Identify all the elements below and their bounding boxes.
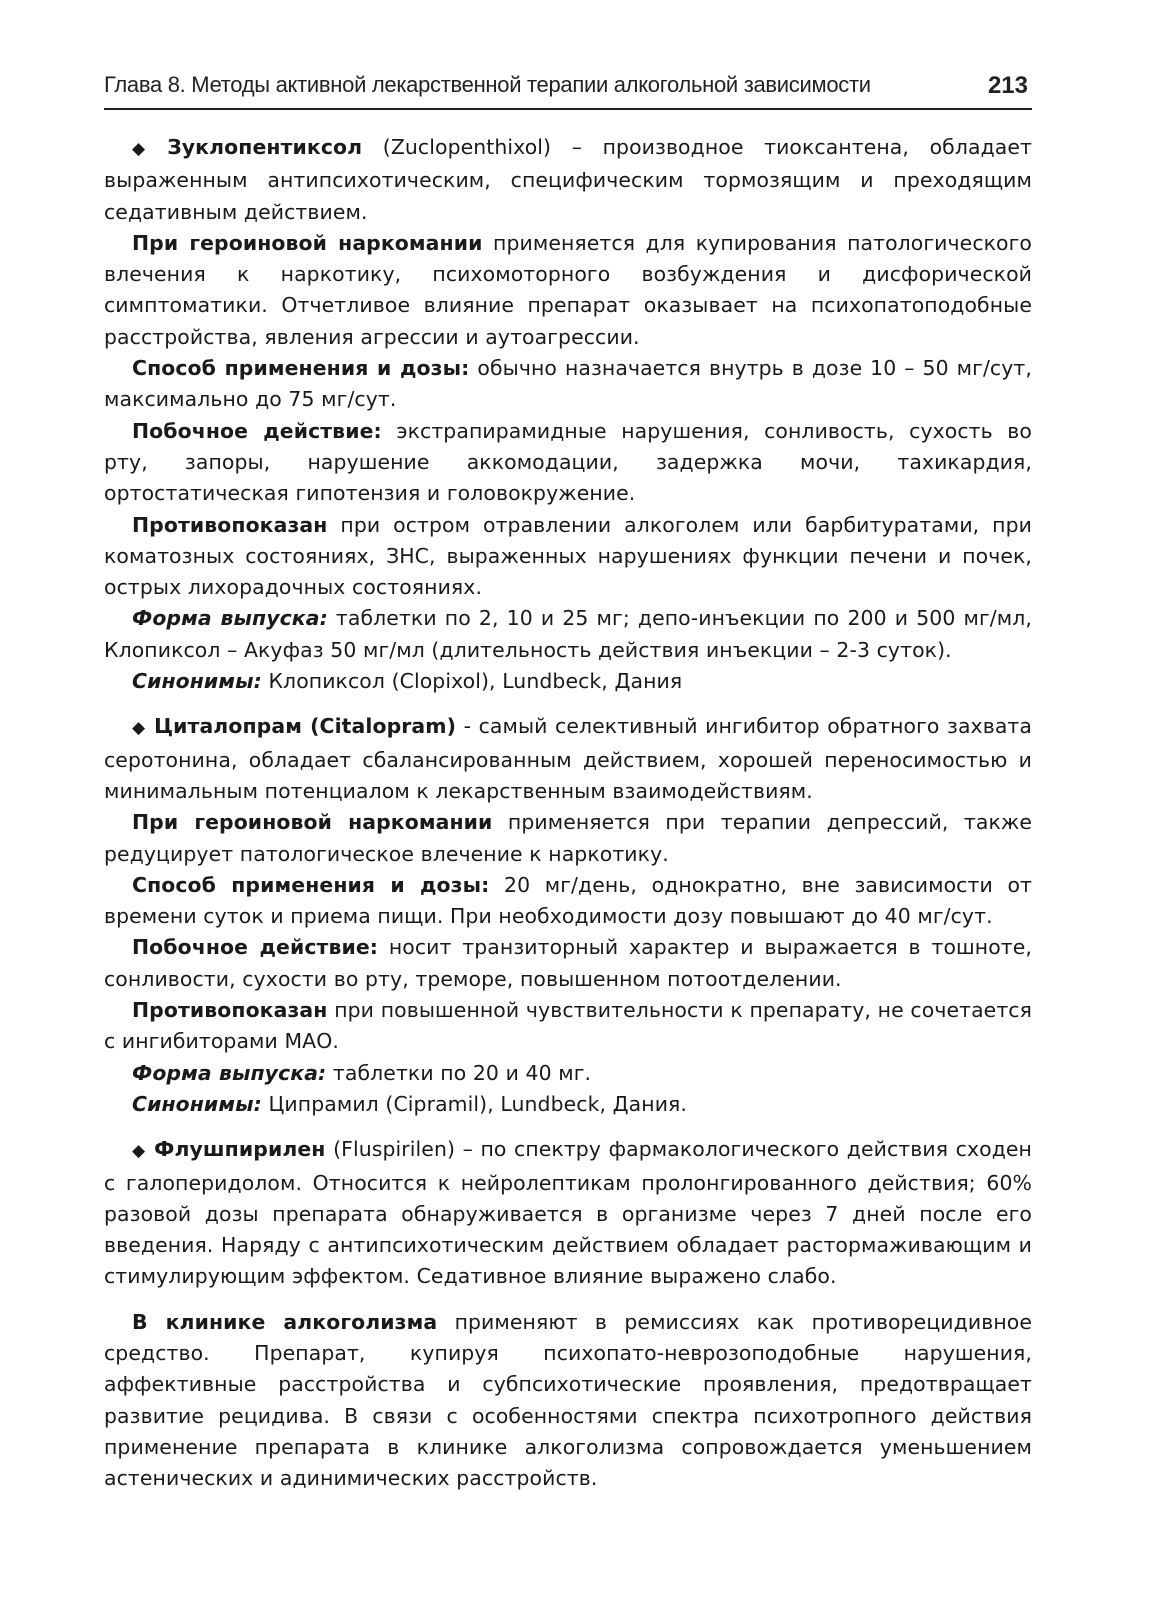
- diamond-bullet-icon: ◆: [132, 718, 147, 739]
- form-text: таблетки по 20 и 40 мг.: [332, 1060, 592, 1085]
- contraindications-paragraph: [104, 995, 1032, 1058]
- use-text: применяют в ремиссиях как противорецидивное средство. Препарат, купируя психопато-неврозоподобные нарушения, аффективные расстройства и субпсихотические проявления, предотвращает развитие рецидива. В связи с особенностями спектра психотропного действия применение препарата в клинике алкоголизма сопровождается уменьшением астенических и адинимических расстройств.: [104, 1309, 1032, 1491]
- dose-label: Способ применения и дозы:: [132, 356, 470, 381]
- contra-text: при повышенной чувствительности к препарату, не сочетается с ингибиторами МАО.: [104, 998, 1032, 1054]
- chapter-title: Глава 8. Методы активной лекарственной терапии алкогольной зависимости: [104, 72, 871, 97]
- syn-label: Синонимы:: [132, 669, 262, 694]
- side-effects-paragraph: [104, 932, 1032, 995]
- form-label: Форма выпуска:: [132, 606, 328, 631]
- diamond-bullet-icon: ◆: [132, 139, 160, 159]
- form-label: Форма выпуска:: [132, 1060, 327, 1085]
- use-label: При героиновой наркомании: [132, 810, 493, 835]
- dosage-paragraph: [104, 353, 1032, 416]
- side-label: Побочное действие:: [132, 418, 382, 443]
- syn-label: Синонимы:: [132, 1091, 262, 1116]
- contra-label: Противопоказан: [132, 512, 328, 537]
- heroin-use-paragraph: [104, 228, 1032, 353]
- running-header: [104, 64, 1032, 110]
- drug-intro-zuclopenthixol: [104, 132, 1032, 228]
- drug-description: - самый селективный ингибитор обратного захвата серотонина, обладает сбалансированным действием, хорошей переносимостью и минимальным потенциалом к лекарственным взаимодействиям.: [104, 714, 1032, 803]
- drug-name: Флушпирилен: [154, 1137, 326, 1162]
- synonyms-paragraph: [104, 666, 1032, 697]
- document-page: [104, 64, 1032, 1544]
- contraindications-paragraph: [104, 510, 1032, 604]
- alcoholism-use-paragraph: [104, 1307, 1032, 1495]
- side-label: Побочное действие:: [132, 935, 379, 960]
- contra-label: Противопоказан: [132, 998, 328, 1023]
- release-form-paragraph: [104, 1058, 1032, 1089]
- dose-label: Способ применения и дозы:: [132, 872, 490, 897]
- use-label: В клинике алкоголизма: [132, 1309, 438, 1334]
- form-text: таблетки по 2, 10 и 25 мг; депо-инъекции по 200 и 500 мг/мл, Клопиксол – Акуфаз 50 мг/мл (длительность действия инъекции – 2-3 суток).: [104, 606, 1032, 662]
- page-body: [104, 132, 1032, 1494]
- release-form-paragraph: [104, 603, 1032, 666]
- drug-intro-fluspirilen: [104, 1134, 1032, 1292]
- drug-intro-citalopram: [104, 711, 1032, 807]
- use-label: При героиновой наркомании: [132, 230, 483, 255]
- syn-text: Ципрамил (Cipramil), Lundbeck, Дания.: [268, 1091, 687, 1116]
- heroin-use-paragraph: [104, 807, 1032, 870]
- side-effects-paragraph: [104, 416, 1032, 510]
- synonyms-paragraph: [104, 1089, 1032, 1120]
- drug-description: (Fluspirilen) – по спектру фармакологического действия сходен с галоперидолом. Относится к нейролептикам пролонгированного действия; 60% разовой дозы препарата обнаруживается в организме через 7 дней после его введения. Наряду с антипсихотическим действием обладает растормаживающим и стимулирующим эффектом. Седативное влияние выражено слабо.: [104, 1137, 1032, 1289]
- syn-text: Клопиксол (Clopixol), Lundbeck, Дания: [268, 669, 683, 694]
- use-text: применяется для купирования патологического влечения к наркотику, психомоторного возбуждения и дисфорической симптоматики. Отчетливое влияние препарат оказывает на психопатоподобные расстройства, явления агрессии и аутоагрессии.: [104, 230, 1033, 349]
- side-text: носит транзиторный характер и выражается в тошноте, сонливости, сухости во рту, треморе, повышенном потоотделении.: [104, 935, 1032, 991]
- dose-text: 20 мг/день, однократно, вне зависимости от времени суток и приема пищи. При необходимости дозу повышают до 40 мг/сут.: [104, 872, 1032, 929]
- drug-description: (Zuclopenthixol) – производное тиоксантена, обладает выраженным антипсихотическим, специфическим тормозящим и преходящим седативным действием.: [104, 135, 1032, 224]
- dosage-paragraph: [104, 870, 1032, 933]
- drug-name: Зуклопентиксол: [167, 135, 363, 159]
- contra-text: при остром отравлении алкоголем или барбитуратами, при коматозных состояниях, ЗНС, выраженных нарушениях функции печени и почек, острых лихорадочных состояниях.: [104, 512, 1032, 600]
- side-text: экстрапирамидные нарушения, сонливость, сухость во рту, запоры, нарушение аккомодации, задержка мочи, тахикардия, ортостатическая гипотензия и головокружение.: [104, 418, 1032, 506]
- drug-name: Циталопрам (Citalopram): [154, 714, 457, 739]
- page-number: 213: [987, 72, 1028, 99]
- diamond-bullet-icon: ◆: [132, 1141, 147, 1162]
- use-text: применяется при терапии депрессий, также редуцирует патологическое влечение к наркотику.: [104, 810, 1032, 866]
- dose-text: обычно назначается внутрь в дозе 10 – 50 мг/сут, максимально до 75 мг/сут.: [104, 356, 1032, 412]
